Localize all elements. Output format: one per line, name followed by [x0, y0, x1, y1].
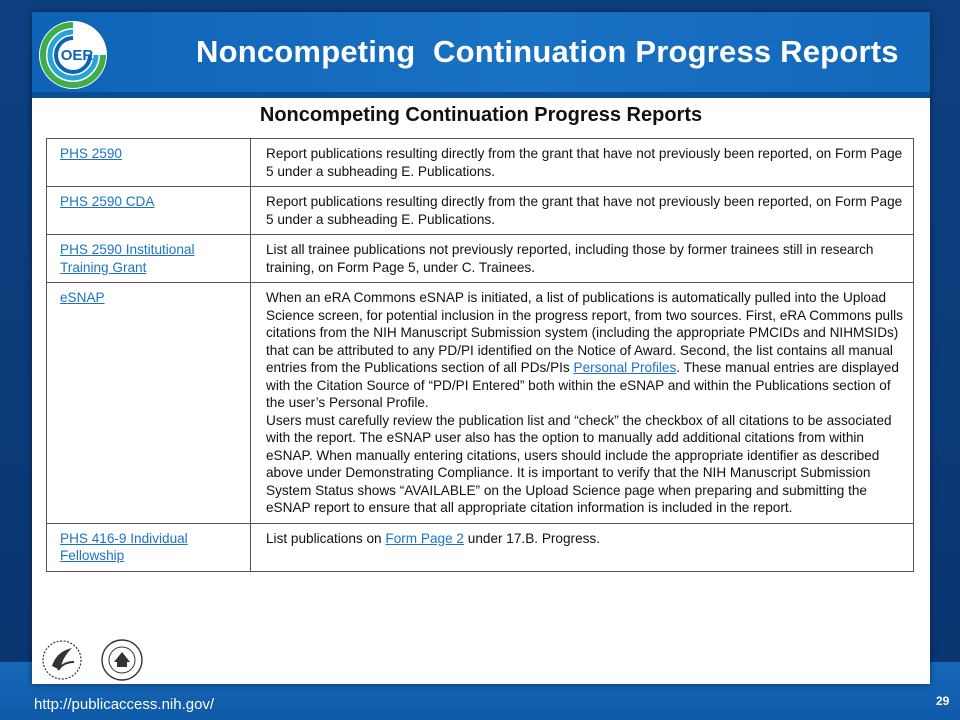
description-cell	[251, 139, 914, 187]
description-cell	[251, 187, 914, 235]
hhs-eagle-icon	[43, 641, 81, 679]
form-cell	[47, 139, 251, 187]
slide	[32, 12, 930, 684]
description-text: Report publications resulting directly from the grant that have not previously been reported, on Form Page 5 under a subheading E. Publications.	[266, 146, 903, 179]
slide-title: Noncompeting Continuation Progress Reports	[196, 34, 899, 69]
form-cell	[47, 235, 251, 283]
table-row	[47, 283, 914, 524]
description-text: Report publications resulting directly from the grant that have not previously been reported, on Form Page 5 under a subheading E. Publications.	[266, 194, 903, 227]
phs-416-9-individual-fellowship-link[interactable]: PHS 416-9 Individual Fellowship	[60, 530, 188, 563]
page-number: 29	[936, 694, 950, 708]
nih-seal-icon	[102, 640, 142, 680]
table-row	[47, 139, 914, 187]
description-cell	[251, 235, 914, 283]
phs-2590-cda-link[interactable]: PHS 2590 CDA	[60, 194, 155, 209]
esnap-link[interactable]: eSNAP	[60, 290, 105, 305]
oer-logo-icon	[36, 18, 110, 92]
table-row	[47, 235, 914, 283]
phs-2590-link[interactable]: PHS 2590	[60, 146, 122, 161]
form-cell	[47, 523, 251, 571]
description-text: . These manual entries are displayed with the Citation Source of “PD/PI Entered” both within the eSNAP and within the Publications section of the user’s Personal Profile. Users must carefully review the publication list and “check” the checkbox of all citations to be associated with the report. The eSNAP user also has the option to manually add additional citations from within eSNAP. When manually entering citations, users should include the appropriate identifier as described above under Demonstrating Compliance. It is important to verify that the NIH Manuscript Submission System Status shows “AVAILABLE” on the Upload Science page when preparing and submitting the eSNAP report to ensure that all appropriate citation information is included in the report.	[266, 360, 899, 515]
table-title: Noncompeting Continuation Progress Reports	[259, 104, 703, 126]
form-cell	[47, 187, 251, 235]
table-row	[47, 187, 914, 235]
form-cell	[47, 283, 251, 524]
footer-url-link[interactable]: http://publicaccess.nih.gov/	[34, 696, 215, 713]
description-text: List all trainee publications not previously reported, including those by former trainees still in research training, on Form Page 5, under C. Trainees.	[266, 242, 874, 275]
description-text: under 17.B. Progress.	[463, 530, 600, 546]
logo-text: OER	[60, 47, 94, 64]
personal-profiles-link[interactable]: Personal Profiles	[573, 360, 677, 375]
description-text: List publications on	[266, 530, 386, 546]
title-bar-underline	[32, 92, 930, 98]
description-cell	[251, 283, 914, 524]
table-row	[47, 523, 914, 571]
form-page-2-link[interactable]: Form Page 2	[385, 530, 464, 546]
footer-logos	[40, 636, 160, 684]
description-text: When an eRA Commons eSNAP is initiated, a list of publications is automatically pulled into the Upload Science screen, for potential inclusion in the progress report, from two sources. First, eRA Commons pulls citations from the NIH Manuscript Submission system (including the appropriate PMCIDs and NIHMSIDs) that can be attributed to any PD/PI identified on the Notice of Award. Second, the list contains all manual entries from the Publications section of all PDs/PIs	[266, 290, 903, 375]
description-cell	[251, 523, 914, 571]
publications-table	[46, 138, 914, 572]
phs-2590-institutional-training-grant-link[interactable]: PHS 2590 Institutional Training Grant	[60, 242, 195, 275]
